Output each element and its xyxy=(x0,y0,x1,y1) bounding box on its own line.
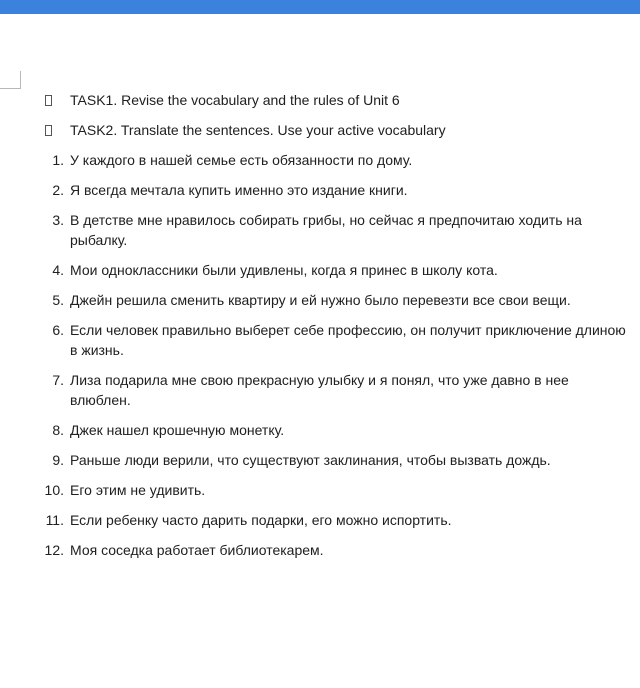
sentence-item-4 xyxy=(0,260,640,280)
list-number: 5. xyxy=(52,292,64,308)
task-item-1 xyxy=(0,90,640,110)
bullet-glyph-icon xyxy=(34,90,64,110)
list-number: 9. xyxy=(52,452,64,468)
sentence-text: Раньше люди верили, что существуют заклинания, чтобы вызвать дождь. xyxy=(70,452,551,468)
document-body xyxy=(0,90,640,560)
list-number: 7. xyxy=(52,372,64,388)
sentence-item-7 xyxy=(0,370,640,410)
sentence-item-6 xyxy=(0,320,640,360)
sentence-text: Джейн решила сменить квартиру и ей нужно было перевезти все свои вещи. xyxy=(70,292,571,308)
sentence-item-12 xyxy=(0,540,640,560)
list-number: 3. xyxy=(52,212,64,228)
list-number: 11. xyxy=(45,512,64,528)
sentence-text: Лиза подарила мне свою прекрасную улыбку и я понял, что уже давно в нее влюблен. xyxy=(70,372,569,408)
list-number: 1. xyxy=(52,152,64,168)
sentence-text: Мои одноклассники были удивлены, когда я принес в школу кота. xyxy=(70,262,498,278)
sentence-item-9 xyxy=(0,450,640,470)
list-number: 8. xyxy=(52,422,64,438)
top-app-bar xyxy=(0,0,640,14)
sentence-text: Моя соседка работает библиотекарем. xyxy=(70,542,324,558)
sentence-text: Если ребенку часто дарить подарки, его можно испортить. xyxy=(70,512,452,528)
sentence-item-11 xyxy=(0,510,640,530)
list-number: 6. xyxy=(52,322,64,338)
sentence-item-8 xyxy=(0,420,640,440)
list-number: 4. xyxy=(52,262,64,278)
sentence-text: Джек нашел крошечную монетку. xyxy=(70,422,285,438)
sentence-text: Его этим не удивить. xyxy=(70,482,206,498)
page-margin-marker xyxy=(0,71,21,89)
list-number: 12. xyxy=(44,542,64,558)
list-number: 10. xyxy=(44,482,64,498)
sentence-text: Я всегда мечтала купить именно это издание книги. xyxy=(70,182,408,198)
sentence-item-3 xyxy=(0,210,640,250)
list-number: 2. xyxy=(52,182,64,198)
task-text: TASK2. Translate the sentences. Use your active vocabulary xyxy=(70,122,446,138)
task-item-2 xyxy=(0,120,640,140)
sentence-item-2 xyxy=(0,180,640,200)
bullet-glyph-icon xyxy=(34,120,64,140)
sentence-text: В детстве мне нравилось собирать грибы, но сейчас я предпочитаю ходить на рыбалку. xyxy=(70,212,582,248)
task-text: TASK1. Revise the vocabulary and the rules of Unit 6 xyxy=(70,92,400,108)
sentence-text: У каждого в нашей семье есть обязанности по дому. xyxy=(70,152,413,168)
sentence-item-1 xyxy=(0,150,640,170)
sentence-item-10 xyxy=(0,480,640,500)
sentence-item-5 xyxy=(0,290,640,310)
sentence-text: Если человек правильно выберет себе профессию, он получит приключение длиною в жизнь. xyxy=(70,322,626,358)
